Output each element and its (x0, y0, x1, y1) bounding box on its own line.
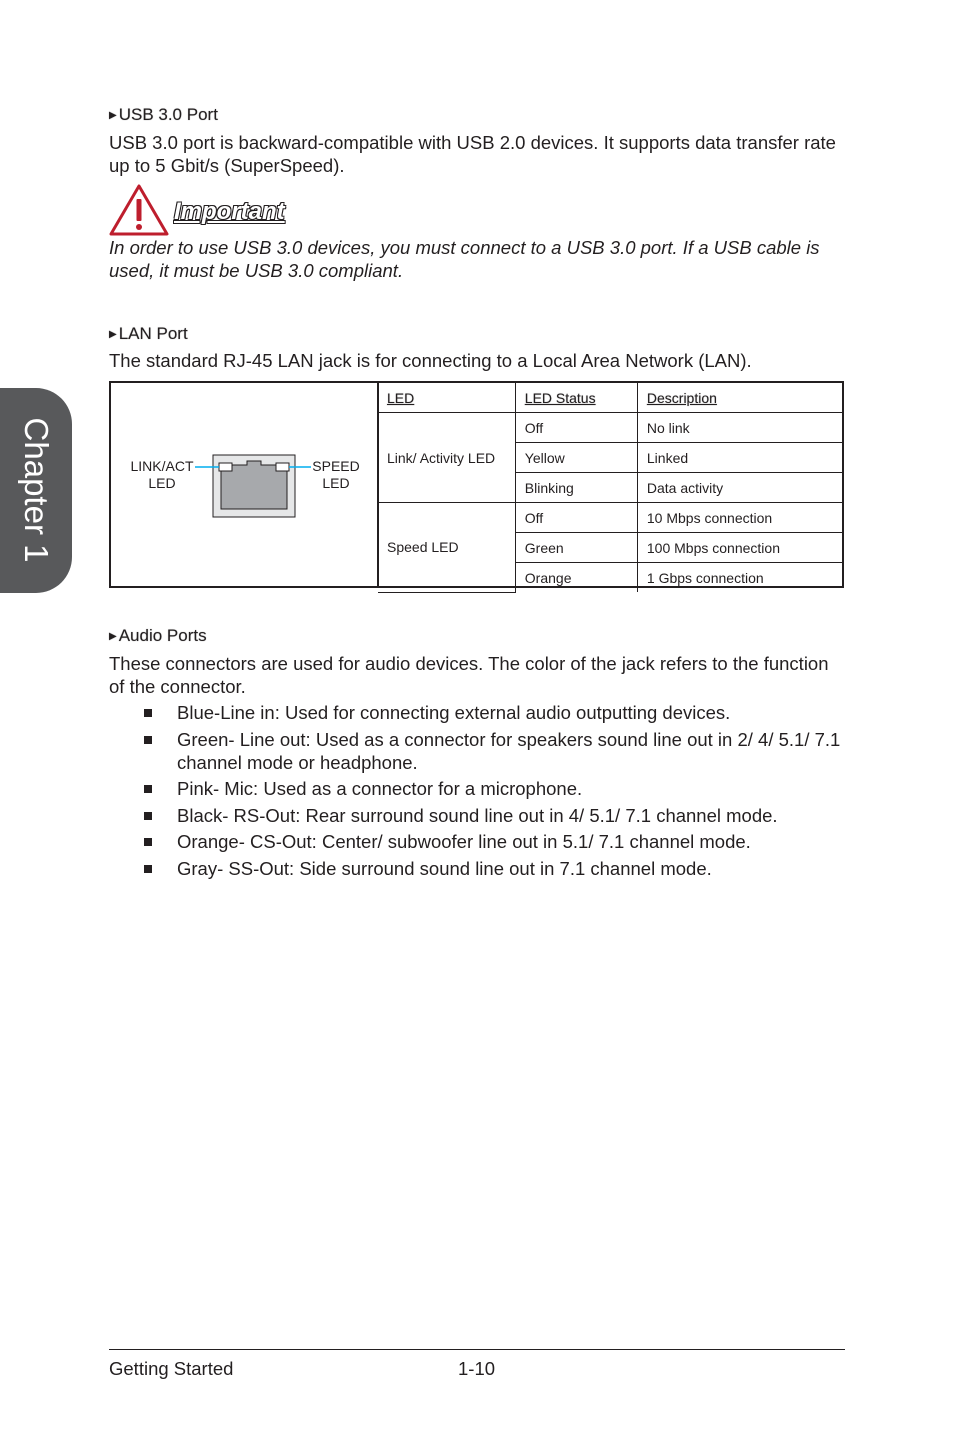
lan-heading-text: LAN Port (118, 324, 188, 343)
triangle-bullet-icon: ▶ (109, 329, 117, 340)
important-text: In order to use USB 3.0 devices, you must connect to a USB 3.0 port. If a USB cable is used, it must be USB 3.0 compliant. (109, 237, 820, 281)
usb-heading-text: USB 3.0 Port (118, 105, 218, 124)
led-description-cell: 1 Gbps connection (637, 563, 842, 593)
list-item (109, 701, 849, 724)
list-item-text: Gray- SS-Out: Side surround sound line out in 7.1 channel mode. (177, 857, 712, 879)
speed-label-line2: LED (322, 475, 350, 491)
header-led: LED (378, 383, 515, 413)
led-status-cell: Green (515, 533, 637, 563)
speed-label-line1: SPEED (312, 458, 360, 474)
important-title: Important (174, 198, 285, 225)
list-item (109, 857, 849, 880)
chapter-tab-label: Chapter 1 (18, 417, 55, 563)
list-item-text: Orange- CS-Out: Center/ subwoofer line out in 5.1/ 7.1 channel mode. (177, 831, 751, 852)
list-item-text: Blue-Line in: Used for connecting external audio outputting devices. (177, 702, 731, 723)
link-act-label-line1: LINK/ACT (130, 458, 194, 474)
square-bullet-icon (144, 736, 152, 744)
list-item-text: Green- Line out: Used as a connector for speakers sound line out in 2/ 4/ 5.1/ 7.1 channel mode or headphone. (177, 728, 841, 773)
led-description-cell: No link (637, 413, 842, 443)
square-bullet-icon (144, 865, 152, 873)
audio-heading-text: Audio Ports (118, 626, 207, 645)
triangle-bullet-icon: ▶ (109, 110, 117, 121)
led-status-cell: Off (515, 413, 637, 443)
footer-section: Getting Started (109, 1358, 234, 1379)
triangle-bullet-icon: ▶ (109, 631, 117, 642)
audio-port-list (109, 701, 849, 883)
led-status-cell: Blinking (515, 473, 637, 503)
usb-heading (109, 105, 218, 125)
header-led-status: LED Status (515, 383, 637, 413)
led-group-speed: Speed LED (378, 503, 515, 593)
header-description: Description (637, 383, 842, 413)
square-bullet-icon (144, 785, 152, 793)
lan-heading (109, 324, 188, 344)
usb-body: USB 3.0 port is backward-compatible with USB 2.0 devices. It supports data transfer rate up to 5 Gbit/s (SuperSpeed). (109, 132, 836, 176)
table-row (378, 413, 842, 443)
list-item-text: Black- RS-Out: Rear surround sound line out in 4/ 5.1/ 7.1 channel mode. (177, 804, 778, 826)
link-act-label (125, 458, 199, 492)
led-status-cell: Orange (515, 563, 637, 593)
lan-body: The standard RJ-45 LAN jack is for connecting to a Local Area Network (LAN). (109, 350, 752, 371)
lan-led-panel (109, 381, 844, 588)
link-act-label-line2: LED (148, 475, 176, 491)
led-description-cell: 10 Mbps connection (637, 503, 842, 533)
rj45-diagram (111, 383, 379, 586)
audio-heading (109, 626, 207, 646)
led-group-link: Link/ Activity LED (378, 413, 515, 503)
list-item (109, 804, 849, 827)
led-description-cell: Data activity (637, 473, 842, 503)
list-item-text: Pink- Mic: Used as a connector for a microphone. (177, 778, 583, 799)
audio-body: These connectors are used for audio devices. The color of the jack refers to the function of the connector. (109, 653, 829, 697)
chapter-tab (0, 388, 72, 593)
footer-divider (109, 1349, 845, 1350)
led-description-cell: Linked (637, 443, 842, 473)
table-header-row (378, 383, 842, 413)
warning-icon (109, 184, 169, 241)
rj45-jack-icon (191, 453, 321, 523)
led-description-cell: 100 Mbps connection (637, 533, 842, 563)
square-bullet-icon (144, 838, 152, 846)
page-number: 1-10 (458, 1358, 496, 1379)
led-table (378, 383, 842, 593)
list-item (109, 777, 849, 800)
led-status-cell: Yellow (515, 443, 637, 473)
table-row (378, 503, 842, 533)
square-bullet-icon (144, 709, 152, 717)
led-status-cell: Off (515, 503, 637, 533)
square-bullet-icon (144, 812, 152, 820)
list-item (109, 830, 849, 853)
list-item (109, 728, 849, 774)
